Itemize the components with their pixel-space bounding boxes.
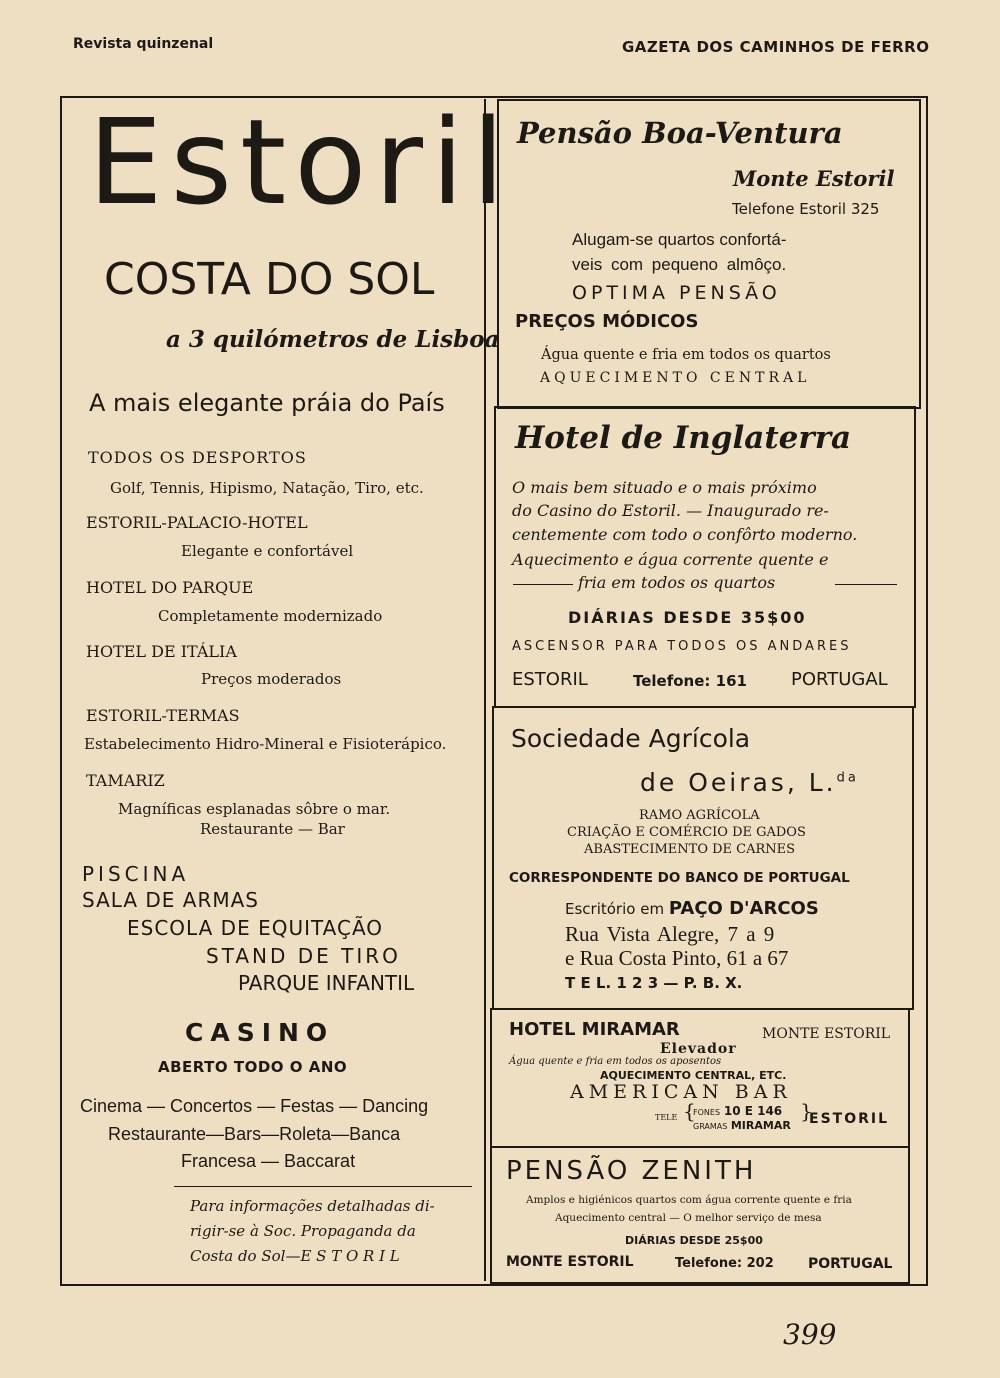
- zenith-foot-left: MONTE ESTORIL: [506, 1254, 634, 1270]
- boa-ventura-optima: OPTIMA PENSÃO: [572, 282, 781, 304]
- miramar-estoril: ESTORIL: [809, 1111, 890, 1127]
- miramar-aquecimento: AQUECIMENTO CENTRAL, ETC.: [600, 1069, 787, 1082]
- estoril-item-desc: Elegante e confortável: [181, 542, 354, 560]
- casino-line: Cinema — Concertos — Festas — Dancing: [80, 1096, 429, 1116]
- header-left: Revista quinzenal: [73, 36, 214, 52]
- boa-ventura-aquecimento: AQUECIMENTO CENTRAL: [540, 370, 811, 386]
- inglaterra-diarias: DIÁRIAS DESDE 35$00: [568, 608, 807, 627]
- estoril-item-name: ESTORIL-TERMAS: [86, 706, 240, 725]
- inglaterra-title: Hotel de Inglaterra: [515, 420, 852, 456]
- casino-line: Restaurante—Bars—Roleta—Banca: [108, 1124, 401, 1144]
- miramar-agua: Água quente e fria em todos os aposentos: [509, 1056, 722, 1067]
- zenith-diarias: DIÁRIAS DESDE 25$00: [625, 1234, 763, 1247]
- inglaterra-line: Aquecimento e água corrente quente e: [512, 550, 829, 569]
- casino-title: CASINO: [185, 1018, 335, 1047]
- sociedade-title-1: Sociedade Agrícola: [511, 724, 751, 753]
- sociedade-line: ABASTECIMENTO DE CARNES: [584, 842, 796, 857]
- boa-ventura-line: veis com pequeno almôço.: [572, 255, 787, 274]
- inglaterra-ascensor: ASCENSOR PARA TODOS OS ANDARES: [512, 639, 852, 654]
- miramar-bar: AMERICAN BAR: [570, 1081, 792, 1103]
- sociedade-line: RAMO AGRÍCOLA: [639, 808, 760, 823]
- brace-close-icon: }: [800, 1099, 813, 1123]
- estoril-title: Estoril: [88, 93, 513, 231]
- sociedade-tel: T E L. 1 2 3 — P. B. X.: [565, 974, 743, 992]
- sociedade-correspondente: CORRESPONDENTE DO BANCO DE PORTUGAL: [509, 870, 850, 886]
- info-line: rigir-se à Soc. Propaganda da: [190, 1222, 416, 1240]
- header-right: GAZETA DOS CAMINHOS DE FERRO: [622, 38, 930, 56]
- info-line: Para informações detalhadas di-: [190, 1197, 435, 1215]
- page-number: 399: [783, 1318, 837, 1351]
- estoril-item-desc: Preços moderados: [201, 670, 342, 688]
- inglaterra-foot-left: ESTORIL: [512, 669, 588, 690]
- estoril-item-desc: Restaurante — Bar: [200, 820, 345, 838]
- estoril-item-desc: Estabelecimento Hidro-Mineral e Fisioterápico.: [84, 735, 447, 753]
- facility-item: ESCOLA DE EQUITAÇÃO: [127, 916, 384, 940]
- sociedade-address: e Rua Costa Pinto, 61 a 67: [565, 946, 789, 970]
- brace-icon: {: [683, 1099, 696, 1123]
- facility-item: SALA DE ARMAS: [82, 888, 259, 912]
- estoril-subtitle: COSTA DO SOL: [104, 254, 435, 305]
- miramar-title: HOTEL MIRAMAR: [509, 1019, 680, 1040]
- estoril-tagline: A mais elegante práia do País: [89, 389, 445, 417]
- zenith-title: PENSÃO ZENITH: [506, 1156, 757, 1186]
- miramar-location: MONTE ESTORIL: [762, 1026, 891, 1042]
- inglaterra-line: centemente com todo o confôrto moderno.: [512, 525, 858, 544]
- miramar-tele: TELE: [655, 1113, 678, 1122]
- facility-item: PARQUE INFANTIL: [238, 971, 415, 995]
- miramar-elevador: Elevador: [660, 1041, 737, 1057]
- miramar-gramas: GRAMAS MIRAMAR: [693, 1119, 791, 1132]
- inglaterra-line: do Casino do Estoril. — Inaugurado re-: [512, 501, 829, 520]
- estoril-item-desc: Magníficas esplanadas sôbre o mar.: [118, 800, 391, 818]
- inglaterra-foot-right: PORTUGAL: [791, 669, 888, 690]
- boa-ventura-agua: Água quente e fria em todos os quartos: [541, 347, 831, 363]
- boa-ventura-phone: Telefone Estoril 325: [732, 200, 880, 218]
- info-divider: [174, 1186, 472, 1187]
- estoril-item-name: TODOS OS DESPORTOS: [88, 448, 307, 467]
- facility-item: PISCINA: [82, 862, 190, 886]
- facility-item: STAND DE TIRO: [206, 944, 401, 968]
- sociedade-title-2: de Oeiras, L.$^{da}$: [640, 768, 859, 797]
- estoril-item-desc: Golf, Tennis, Hipismo, Natação, Tiro, etc.: [110, 479, 424, 497]
- boa-ventura-line: Alugam-se quartos confortá-: [572, 230, 787, 249]
- inglaterra-line: fria em todos os quartos: [578, 573, 776, 592]
- sociedade-address: Rua Vista Alegre, 7 a 9: [565, 922, 775, 946]
- estoril-item-name: HOTEL DO PARQUE: [86, 578, 254, 597]
- casino-line: Francesa — Baccarat: [181, 1151, 356, 1171]
- estoril-item-name: ESTORIL-PALACIO-HOTEL: [86, 513, 308, 532]
- estoril-item-desc: Completamente modernizado: [158, 607, 383, 625]
- boa-ventura-precos: PREÇOS MÓDICOS: [515, 311, 699, 332]
- casino-open: ABERTO TODO O ANO: [158, 1058, 348, 1076]
- miramar-fones: FONES 10 E 146: [693, 1104, 783, 1118]
- rule-right: [835, 584, 897, 585]
- info-line: Costa do Sol—E S T O R I L: [190, 1247, 400, 1265]
- zenith-foot-right: PORTUGAL: [808, 1256, 893, 1272]
- boa-ventura-location: Monte Estoril: [733, 166, 895, 191]
- zenith-line: Aquecimento central — O melhor serviço de mesa: [555, 1212, 822, 1224]
- boa-ventura-title: Pensão Boa-Ventura: [517, 116, 843, 150]
- zenith-line: Amplos e higiénicos quartos com água corrente quente e fria: [526, 1194, 852, 1206]
- sociedade-escritorio: Escritório em PAÇO D'ARCOS: [565, 898, 819, 919]
- zenith-foot-mid: Telefone: 202: [675, 1256, 774, 1271]
- estoril-item-name: HOTEL DE ITÁLIA: [86, 642, 237, 661]
- inglaterra-line: O mais bem situado e o mais próximo: [512, 478, 817, 497]
- inglaterra-foot-mid: Telefone: 161: [633, 672, 747, 690]
- rule-left: [513, 584, 573, 585]
- sociedade-line: CRIAÇÃO E COMÉRCIO DE GADOS: [567, 825, 806, 840]
- estoril-distance: a 3 quilómetros de Lisboa: [166, 326, 500, 353]
- estoril-item-name: TAMARIZ: [86, 771, 165, 790]
